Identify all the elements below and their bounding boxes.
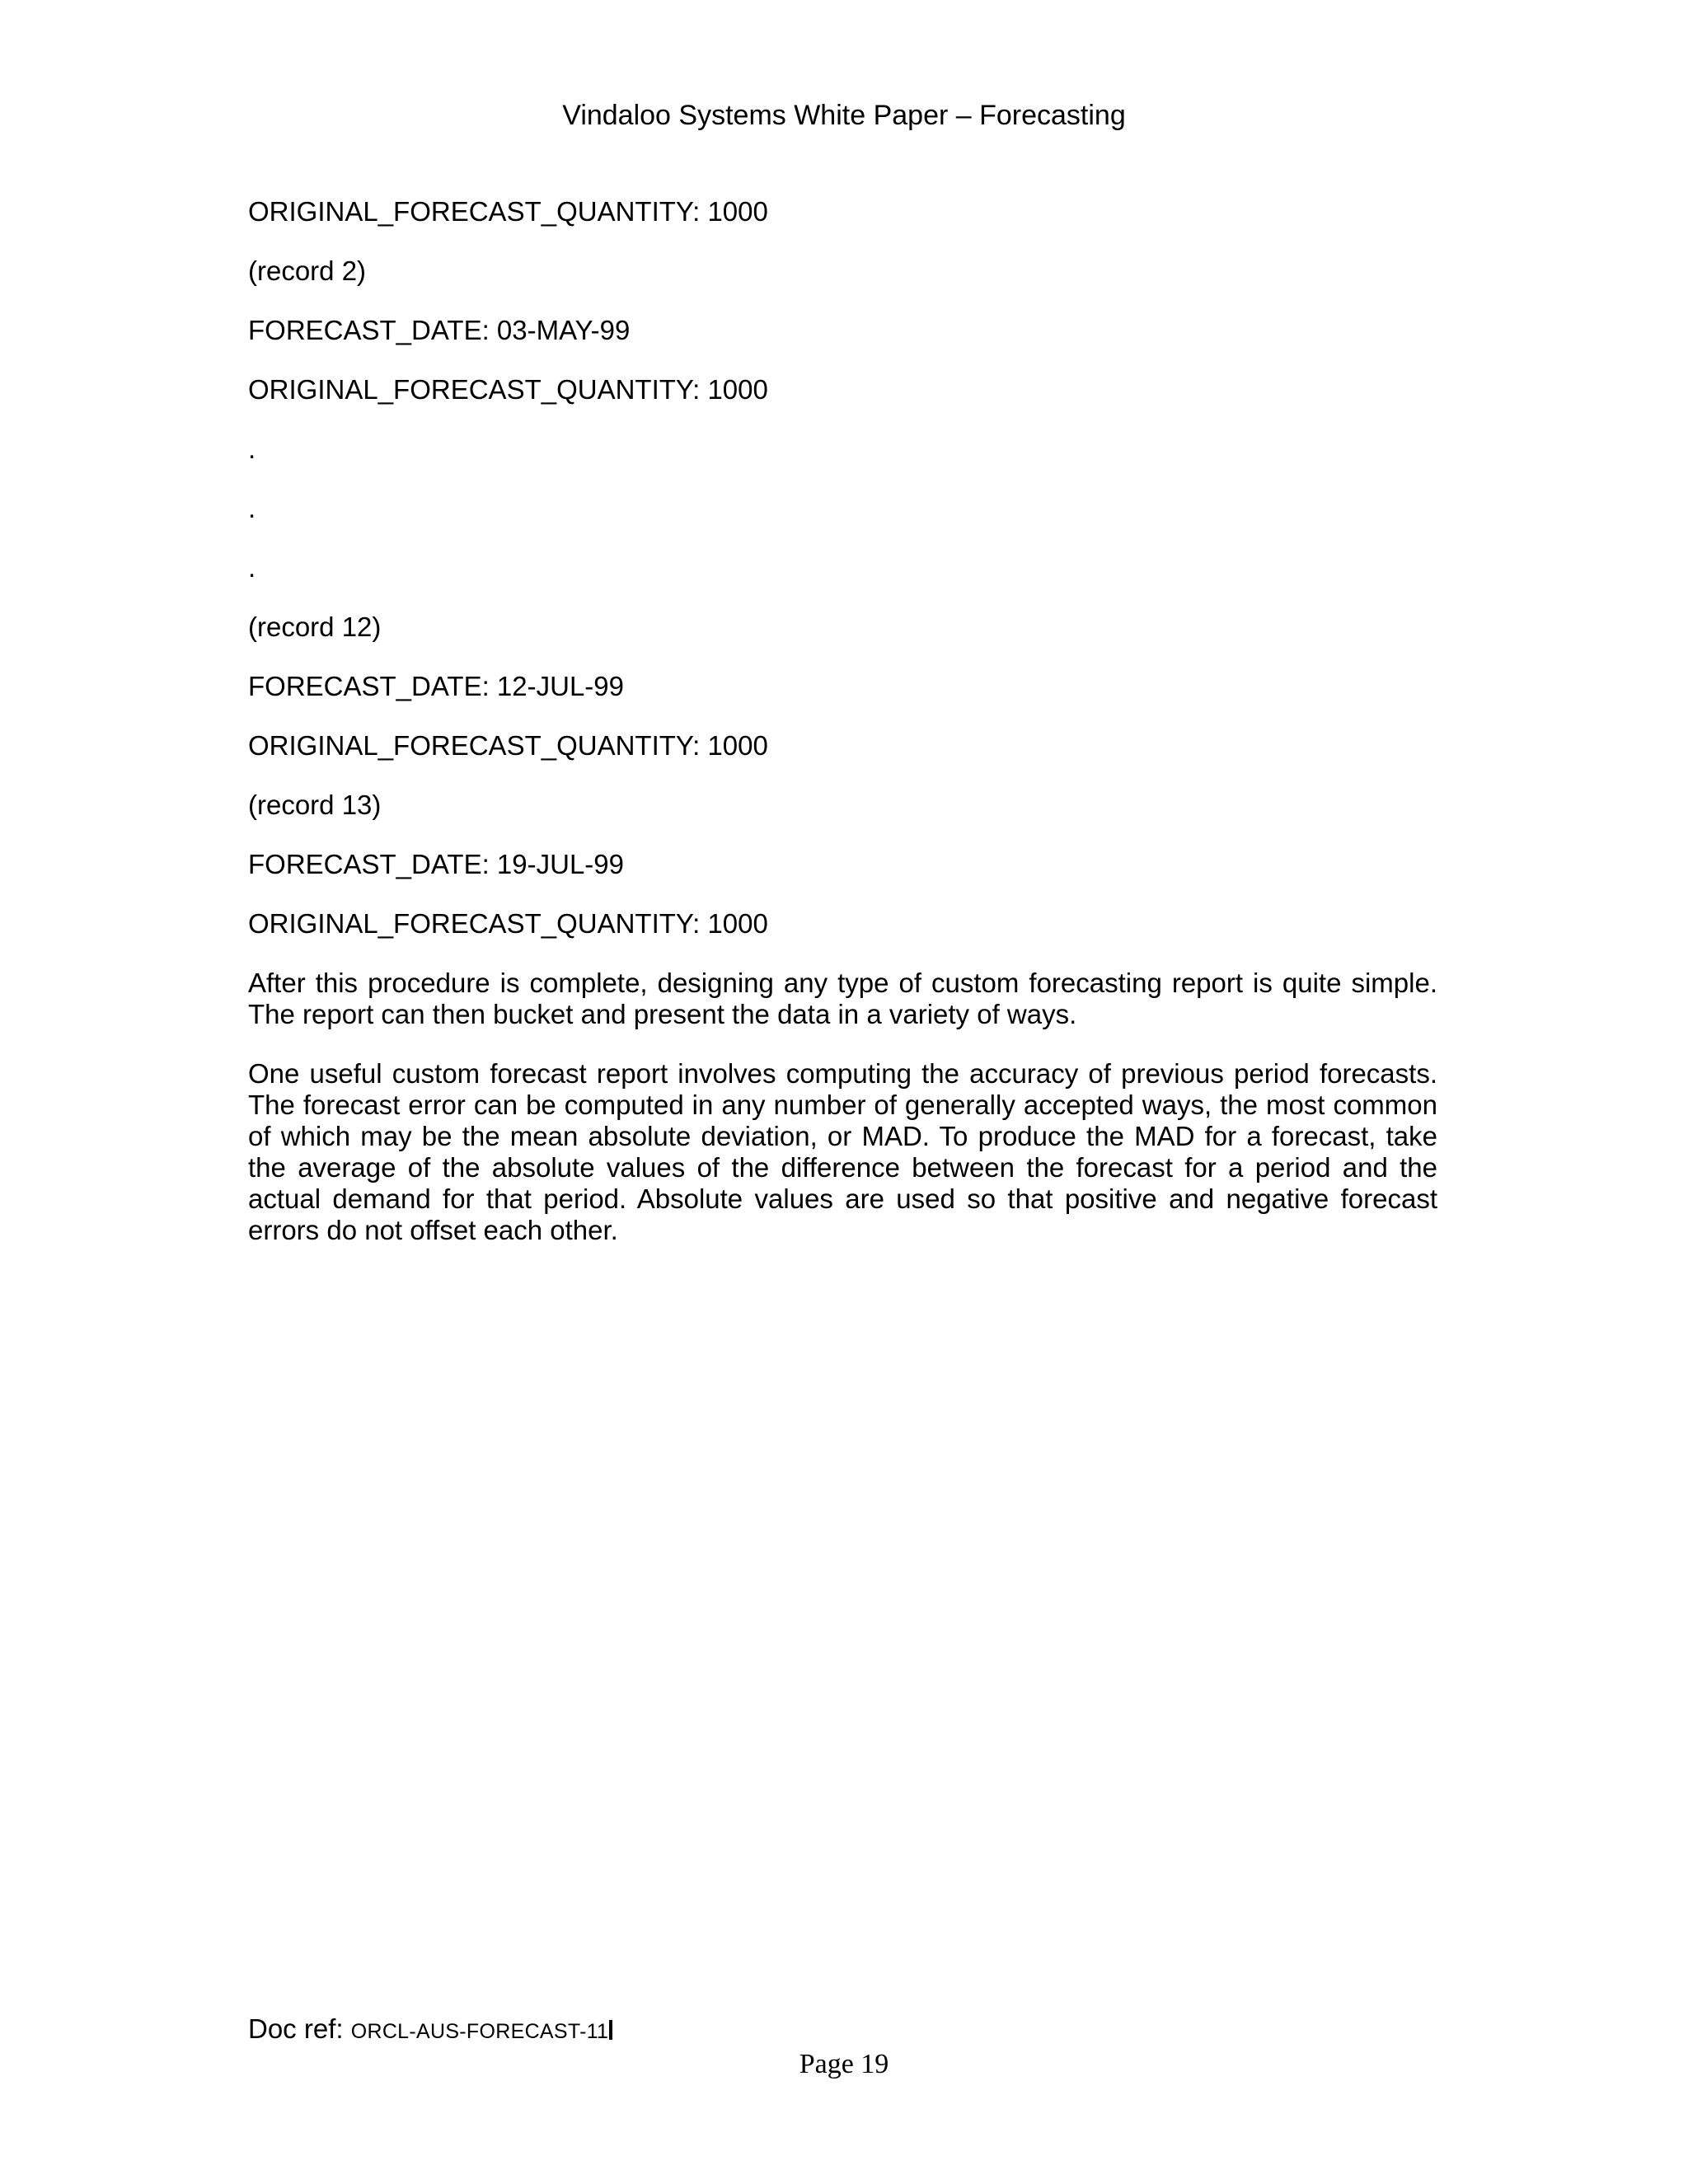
text-line: (record 2) (248, 255, 367, 286)
text-line: (record 12) (248, 612, 382, 642)
document-body (248, 196, 1437, 1274)
doc-ref-code: ORCL-AUS-FORECAST-11 (350, 2020, 609, 2043)
text-line: FORECAST_DATE: 12-JUL-99 (248, 671, 625, 701)
text-line: ORIGINAL_FORECAST_QUANTITY: 1000 (248, 374, 768, 405)
text-line: FORECAST_DATE: 19-JUL-99 (248, 849, 625, 879)
page-number: Page 19 (799, 2049, 889, 2079)
text-line: ORIGINAL_FORECAST_QUANTITY: 1000 (248, 196, 768, 227)
text-line: ORIGINAL_FORECAST_QUANTITY: 1000 (248, 908, 768, 939)
ellipsis-dot: . (248, 552, 256, 583)
text-line: FORECAST_DATE: 03-MAY-99 (248, 315, 631, 345)
page-header-title: Vindaloo Systems White Paper – Forecasting (562, 100, 1126, 131)
doc-ref-label: Doc ref: (248, 2013, 344, 2044)
doc-reference (248, 2013, 612, 2048)
text-cursor-mark (609, 2020, 612, 2040)
body-paragraph: After this procedure is complete, designing any type of custom forecasting report is quite simple. The report can then bucket and present the data in a variety of ways. (248, 968, 1437, 1029)
ellipsis-dot: . (248, 493, 256, 523)
ellipsis-dot: . (248, 434, 256, 464)
body-paragraph: One useful custom forecast report involves computing the accuracy of previous period forecasts. The forecast error can be computed in any number of generally accepted ways, the most common of which may be the mean absolute deviation, or MAD. To produce the MAD for a forecast, take the average of the absolute values of the difference between the forecast for a period and the actual demand for that period. Absolute values are used so that positive and negative forecast errors do not offset each other. (248, 1058, 1437, 1245)
text-line: (record 13) (248, 790, 382, 820)
text-line: ORIGINAL_FORECAST_QUANTITY: 1000 (248, 730, 768, 761)
